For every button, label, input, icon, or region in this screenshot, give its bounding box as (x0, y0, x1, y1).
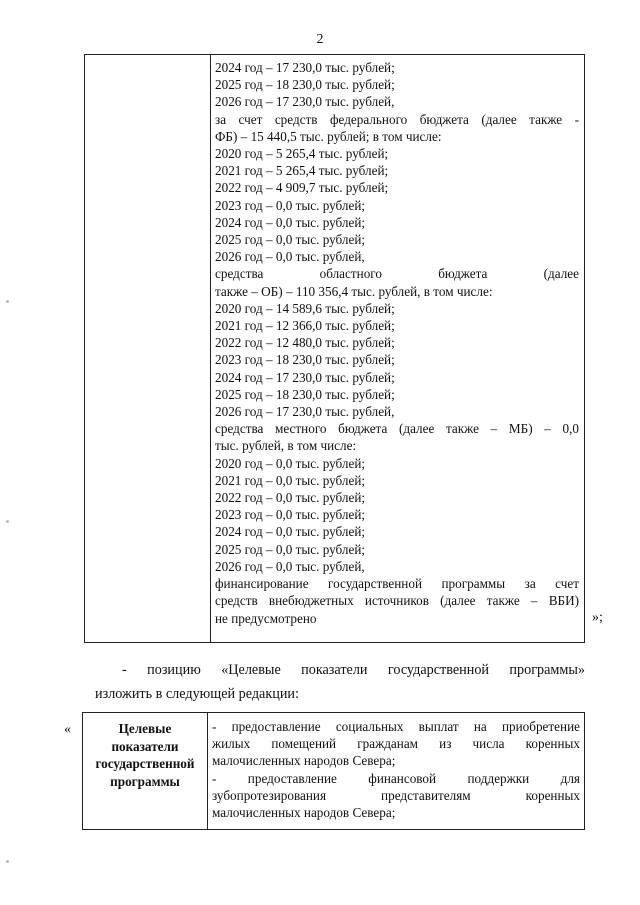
text-line: 2026 год – 17 230,0 тыс. рублей, (215, 94, 395, 110)
text-line: 2024 год – 17 230,0 тыс. рублей; (215, 369, 395, 385)
text-line: жилых помещений гражданам из числа коренных (212, 736, 580, 752)
text-line: также – ОБ) – 110 356,4 тыс. рублей, в том числе: (215, 283, 493, 299)
text-line: тыс. рублей, в том числе: (215, 438, 357, 454)
table-column-divider (207, 713, 208, 829)
text-line: 2024 год – 17 230,0 тыс. рублей; (215, 60, 395, 75)
target-indicators-table (82, 712, 585, 830)
text-line: 2021 год – 0,0 тыс. рублей; (215, 472, 366, 488)
text-line: 2023 год – 0,0 тыс. рублей; (215, 507, 366, 523)
page-number: 2 (316, 32, 324, 47)
opening-quote: « (64, 722, 71, 737)
funding-details-cell (215, 59, 579, 627)
header-line: государственной (95, 756, 195, 771)
scan-dot (6, 300, 9, 303)
text-line: 2022 год – 4 909,7 тыс. рублей; (215, 180, 389, 196)
text-line: 2024 год – 0,0 тыс. рублей; (215, 214, 366, 230)
text-line: за счет средств федерального бюджета (далее также - (215, 111, 579, 127)
text-line: 2025 год – 0,0 тыс. рублей; (215, 232, 366, 248)
text-line: средства областного бюджета (далее (215, 266, 579, 282)
closing-quote: »; (592, 610, 603, 625)
scan-dot (6, 520, 9, 523)
header-line: показатели (111, 738, 179, 754)
header-line: программы (110, 773, 180, 789)
text-line: не предусмотрено (215, 610, 317, 626)
text-line: средств внебюджетных источников (далее также – ВБИ) (215, 593, 579, 609)
text-line: 2025 год – 18 230,0 тыс. рублей; (215, 386, 395, 402)
table-column-divider (210, 55, 211, 642)
text-line: 2025 год – 18 230,0 тыс. рублей; (215, 77, 395, 93)
text-line: финансирование государственной программы за счет (215, 576, 579, 592)
text-line: малочисленных народов Севера; (212, 753, 396, 769)
text-line: 2026 год – 0,0 тыс. рублей, (215, 249, 365, 265)
text-line: - предоставление финансовой поддержки для (212, 770, 580, 786)
text-line: 2021 год – 5 265,4 тыс. рублей; (215, 163, 389, 179)
text-line: зубопротезирования представителям коренных (212, 787, 580, 803)
text-line: ФБ) – 15 440,5 тыс. рублей; в том числе: (215, 128, 442, 144)
text-line: 2024 год – 0,0 тыс. рублей; (215, 524, 366, 540)
text-line: 2020 год – 5 265,4 тыс. рублей; (215, 146, 389, 162)
text-line: малочисленных народов Севера; (212, 805, 396, 821)
funding-table-continuation (84, 54, 585, 643)
text-line: - предоставление социальных выплат на приобретение (212, 719, 580, 734)
text-line: 2022 год – 12 480,0 тыс. рублей; (215, 335, 395, 351)
text-line: 2022 год – 0,0 тыс. рублей; (215, 490, 366, 506)
text-line: 2023 год – 18 230,0 тыс. рублей; (215, 352, 395, 368)
text-line: 2026 год – 17 230,0 тыс. рублей, (215, 404, 395, 420)
header-line: Целевые (118, 721, 172, 736)
text-line: 2020 год – 0,0 тыс. рублей; (215, 455, 366, 471)
text-line: 2023 год – 0,0 тыс. рублей; (215, 197, 366, 213)
target-indicators-cell (212, 718, 580, 821)
instruction-line-2: изложить в следующей редакции: (95, 686, 299, 702)
text-line: 2026 год – 0,0 тыс. рублей, (215, 558, 365, 574)
text-line: 2025 год – 0,0 тыс. рублей; (215, 541, 366, 557)
target-indicators-header (83, 720, 207, 790)
scan-dot (6, 860, 9, 863)
instruction-line-1: - позицию «Целевые показатели государственной программы» (122, 662, 585, 678)
text-line: средства местного бюджета (далее также – МБ) – 0,0 (215, 421, 579, 437)
text-line: 2020 год – 14 589,6 тыс. рублей; (215, 300, 395, 316)
text-line: 2021 год – 12 366,0 тыс. рублей; (215, 318, 395, 334)
